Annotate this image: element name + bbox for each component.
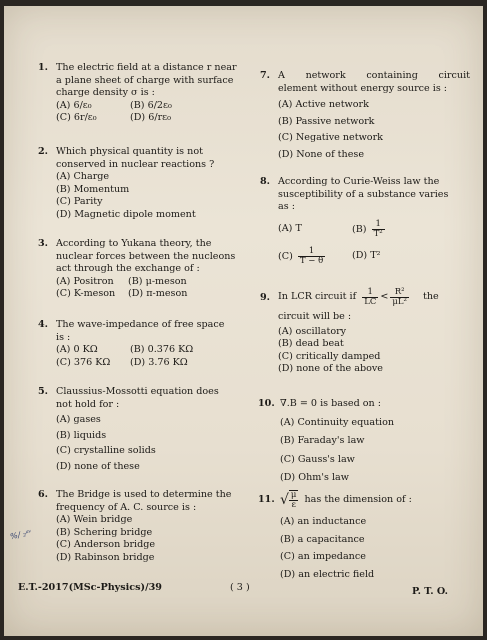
question-stem: In LCR circuit if $\frac{1}{LC}$ < $\frac{\text{R²}}{\text{μL²}}$ the <box>278 287 439 307</box>
question-2 <box>38 146 248 222</box>
option-a: (A) Charge <box>56 171 110 183</box>
options-row <box>56 288 248 301</box>
question-stem: A network containing circuit element without energy source is : <box>278 70 470 94</box>
option-b: (B) dead beat <box>278 338 344 350</box>
question-stem: Claussius-Mossotti equation does not hold for : <box>56 386 219 410</box>
option-d: (D) Ohm's law <box>280 472 349 484</box>
option-a: (A) T <box>278 222 302 234</box>
option-c: (C) an impedance <box>280 551 366 563</box>
options-row <box>278 220 472 239</box>
fraction: $\frac{1}{LC}$ <box>364 287 377 307</box>
question-8 <box>260 176 472 266</box>
options-row <box>56 357 248 370</box>
exam-page <box>4 6 483 636</box>
option-c: (C) Gauss's law <box>280 453 355 465</box>
option-b: (B) 6/2ε₀ <box>130 99 172 111</box>
question-number: 1. <box>38 62 49 73</box>
question-number: 3. <box>38 238 49 249</box>
question-number: 5. <box>38 386 49 397</box>
question-stem: The electric field at a distance r near a plane sheet of charge with surface charge density σ is : <box>56 62 237 99</box>
fraction: $\frac{\text{R²}}{\text{μL²}}$ <box>392 287 407 307</box>
option-d: (D) an electric field <box>280 568 375 580</box>
question-6 <box>38 489 248 565</box>
option-b: (B) Faraday's law <box>280 435 365 447</box>
option-b: (B) a capacitance <box>280 533 365 545</box>
question-number: 2. <box>38 146 49 157</box>
option-b: (B) $\frac{1}{\text{T²}}$ <box>352 218 383 239</box>
question-stem: According to Yukana theory, the nuclear forces between the nucleons act through the exchange of : <box>56 238 236 275</box>
pto-label: P. T. O. <box>412 586 449 597</box>
option-b: (B) liquids <box>56 429 107 441</box>
question-stem: Which physical quantity is not conserved in nuclear reactions ? <box>56 146 215 170</box>
options-row <box>56 100 248 113</box>
options-row <box>278 247 472 266</box>
fraction: $\frac{1}{T - \theta}$ <box>299 245 324 266</box>
question-3 <box>38 238 248 301</box>
option-c: (C) Anderson bridge <box>56 539 156 551</box>
option-a: (A) oscillatory <box>278 325 347 337</box>
option-c: (C) $\frac{1}{T - \theta}$ <box>278 245 324 266</box>
question-4 <box>38 319 248 369</box>
option-a: (A) 0 KΩ <box>56 344 98 356</box>
question-stem: The wave-impedance of free space is : <box>56 319 225 343</box>
fraction: $\frac{1}{\text{T²}}$ <box>373 218 383 239</box>
paper-code: E.T.-2017(MSc-Physics)/39 <box>18 582 162 593</box>
page-number: ( 3 ) <box>230 582 250 593</box>
option-b: (B) Schering bridge <box>56 526 153 538</box>
option-d: (D) T² <box>352 249 381 261</box>
question-stem: According to Curie-Weiss law the susceptibility of a substance varies as : <box>278 176 449 213</box>
question-number: 10. <box>258 398 275 409</box>
option-d: (D) 6/rε₀ <box>130 112 171 124</box>
sqrt-symbol: √ <box>280 492 289 508</box>
options-row <box>56 112 248 125</box>
option-b: (B) 0.376 KΩ <box>130 344 194 356</box>
handwritten-scribble: %/ ₂ᵃᵛ <box>9 527 33 542</box>
question-number: 7. <box>260 70 271 81</box>
question-stem: √ $\frac{\mu}{\varepsilon}$ has the dimension of : <box>280 490 412 510</box>
question-number: 8. <box>260 176 271 187</box>
option-d: (D) Magnetic dipole moment <box>56 208 196 220</box>
question-number: 9. <box>260 292 271 303</box>
option-a: (A) Continuity equation <box>280 416 395 428</box>
option-d: (D) none of these <box>56 460 140 472</box>
option-c: (C) critically damped <box>278 350 381 362</box>
option-b: (B) μ-meson <box>128 275 187 287</box>
question-number: 4. <box>38 319 49 330</box>
question-number: 6. <box>38 489 49 500</box>
question-number: 11. <box>258 494 275 505</box>
option-c: (C) 6r/ε₀ <box>56 112 97 124</box>
option-d: (D) 3.76 KΩ <box>130 356 188 368</box>
question-5 <box>38 386 248 474</box>
options-row <box>56 276 248 289</box>
option-c: (C) crystalline solids <box>56 445 156 457</box>
option-a: (A) 6/ε₀ <box>56 99 92 111</box>
question-9: 9. In LCR circuit if $\frac{1}{LC}$ < $\frac{\text{R²}}{\text{μL²}}$ the circuit will be : (A) oscillatory (B) dead beat (C) critically damped (D) none of the above <box>260 288 472 376</box>
question-10: 10. ∇.B = 0 is based on : (A) Continuity equation (B) Faraday's law (C) Gauss's law (D) Ohm's law <box>258 398 470 485</box>
option-a: (A) Wein bridge <box>56 514 133 526</box>
option-d: (D) none of the above <box>278 363 383 375</box>
question-11 <box>258 490 470 581</box>
option-d: (D) None of these <box>278 148 364 160</box>
option-a: (A) gases <box>56 414 101 426</box>
fraction: $\frac{\mu}{\varepsilon}$ <box>290 490 297 510</box>
question-stem: The Bridge is used to determine the frequency of A. C. source is : <box>56 489 232 513</box>
option-c: (C) Parity <box>56 196 103 208</box>
question-1 <box>38 62 248 125</box>
option-a: (A) an inductance <box>280 516 367 527</box>
option-b: (B) Passive network <box>278 115 375 127</box>
option-c: (C) Negative network <box>278 132 383 144</box>
option-a: (A) Positron <box>56 275 114 287</box>
option-d: (D) π-meson <box>128 288 188 300</box>
options-row <box>56 344 248 357</box>
option-c: (C) 376 KΩ <box>56 356 111 368</box>
option-a: (A) Active network <box>278 99 369 111</box>
option-b: (B) Momentum <box>56 183 130 195</box>
question-7 <box>260 70 470 162</box>
option-c: (C) K-meson <box>56 288 116 300</box>
option-d: (D) Rabinson bridge <box>56 551 155 563</box>
